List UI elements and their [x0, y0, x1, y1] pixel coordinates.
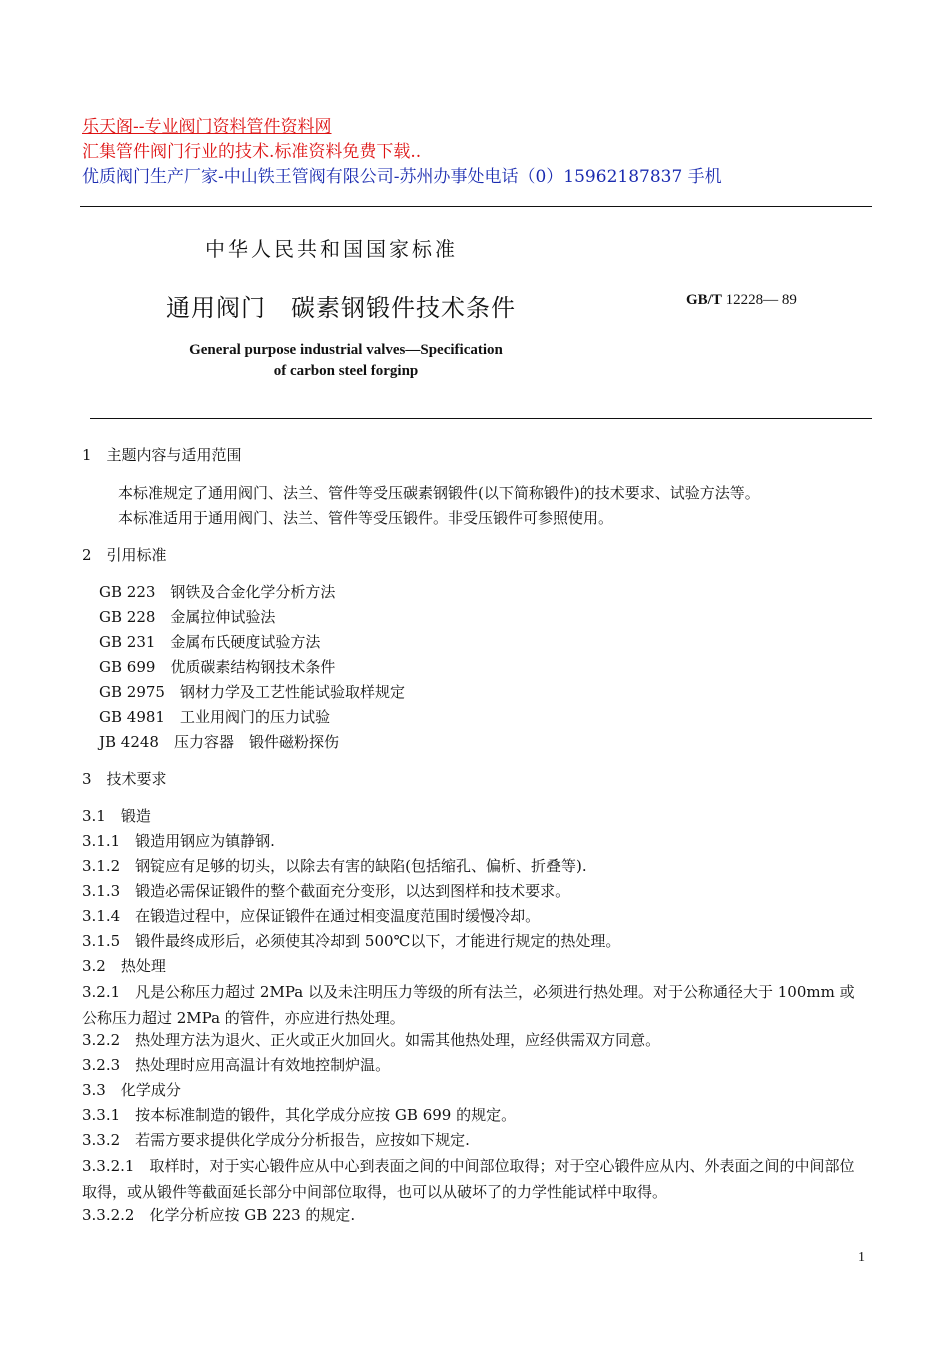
section-3-1-heading: 3.1 锻造 — [82, 807, 151, 825]
clause-3-3-2-1: 3.3.2.1 取样时，对于实心锻件应从中心到表面之间的中间部位取得；对于空心锻件应从内、外表面之间的中间部位取得，或从锻件等截面延长部分中间部位取得，也可以从破坏了的力学性能试样中取得。 — [82, 1157, 855, 1201]
clause-3-1-5: 3.1.5 锻件最终成形后，必须使其冷却到 500℃以下，才能进行规定的热处理。 — [82, 932, 621, 950]
title-divider — [90, 418, 872, 419]
standard-code-number: 12228— 89 — [725, 292, 797, 308]
section-1-heading: 1 主题内容与适用范围 — [82, 446, 242, 464]
section-3-3-heading: 3.3 化学成分 — [82, 1081, 181, 1099]
header-site-link[interactable]: 乐天阁--专业阀门资料管件资料网 — [82, 117, 332, 137]
section-3-heading: 3 技术要求 — [82, 770, 167, 788]
clause-3-1-4: 3.1.4 在锻造过程中，应保证锻件在通过相变温度范围时缓慢冷却。 — [82, 907, 541, 925]
header-tagline: 汇集管件阀门行业的技术.标准资料免费下载.. — [82, 142, 422, 162]
reference-item: GB 228 金属拉伸试验法 — [99, 608, 276, 626]
clause-3-2-3: 3.2.3 热处理时应用高温计有效地控制炉温。 — [82, 1056, 391, 1074]
reference-item: JB 4248 压力容器 锻件磁粉探伤 — [99, 733, 339, 751]
reference-item: GB 699 优质碳素结构钢技术条件 — [99, 658, 336, 676]
clause-3-2-1: 3.2.1 凡是公称压力超过 2MPa 以及未注明压力等级的所有法兰，必须进行热处理。对于公称通径大于 100mm 或公称压力超过 2MPa 的管件，亦应进行热处理。 — [82, 983, 855, 1027]
standard-category: 中华人民共和国国家标准 — [205, 237, 458, 261]
section-3-2-heading: 3.2 热处理 — [82, 957, 166, 975]
reference-item: GB 2975 钢材力学及工艺性能试验取样规定 — [99, 683, 405, 701]
english-title — [150, 340, 542, 382]
section-1-paragraph-2: 本标准适用于通用阀门、法兰、管件等受压锻件。非受压锻件可参照使用。 — [118, 509, 614, 527]
clause-3-1-3: 3.1.3 锻造必需保证锻件的整个截面充分变形，以达到图样和技术要求。 — [82, 882, 571, 900]
header-contact: 优质阀门生产厂家-中山铁王管阀有限公司-苏州办事处电话（0）15962187837 手机 — [82, 167, 722, 187]
standard-code — [686, 292, 797, 309]
reference-item: GB 4981 工业用阀门的压力试验 — [99, 708, 330, 726]
clause-3-3-1: 3.3.1 按本标准制造的锻件，其化学成分应按 GB 699 的规定。 — [82, 1106, 517, 1124]
clause-3-3-2-2: 3.3.2.2 化学分析应按 GB 223 的规定. — [82, 1206, 356, 1224]
standard-code-prefix: GB/T — [686, 292, 722, 308]
english-title-line1: General purpose industrial valves—Specification — [189, 342, 503, 358]
clause-3-1-1: 3.1.1 锻造用钢应为镇静钢. — [82, 832, 275, 850]
section-1-paragraph-1: 本标准规定了通用阀门、法兰、管件等受压碳素钢锻件(以下简称锻件)的技术要求、试验方法等。 — [118, 484, 760, 502]
reference-item: GB 231 金属布氏硬度试验方法 — [99, 633, 321, 651]
section-2-heading: 2 引用标准 — [82, 546, 167, 564]
clause-3-3-2: 3.3.2 若需方要求提供化学成分分析报告，应按如下规定. — [82, 1131, 470, 1149]
page-number: 1 — [858, 1250, 865, 1265]
clause-3-1-2: 3.1.2 钢锭应有足够的切头，以除去有害的缺陷(包括缩孔、偏析、折叠等). — [82, 857, 587, 875]
header-divider — [80, 206, 872, 207]
english-title-line2: of carbon steel forginp — [273, 363, 419, 379]
reference-item: GB 223 钢铁及合金化学分析方法 — [99, 583, 336, 601]
clause-3-2-2: 3.2.2 热处理方法为退火、正火或正火加回火。如需其他热处理，应经供需双方同意。 — [82, 1031, 661, 1049]
document-title: 通用阀门 碳素钢锻件技术条件 — [166, 294, 516, 322]
